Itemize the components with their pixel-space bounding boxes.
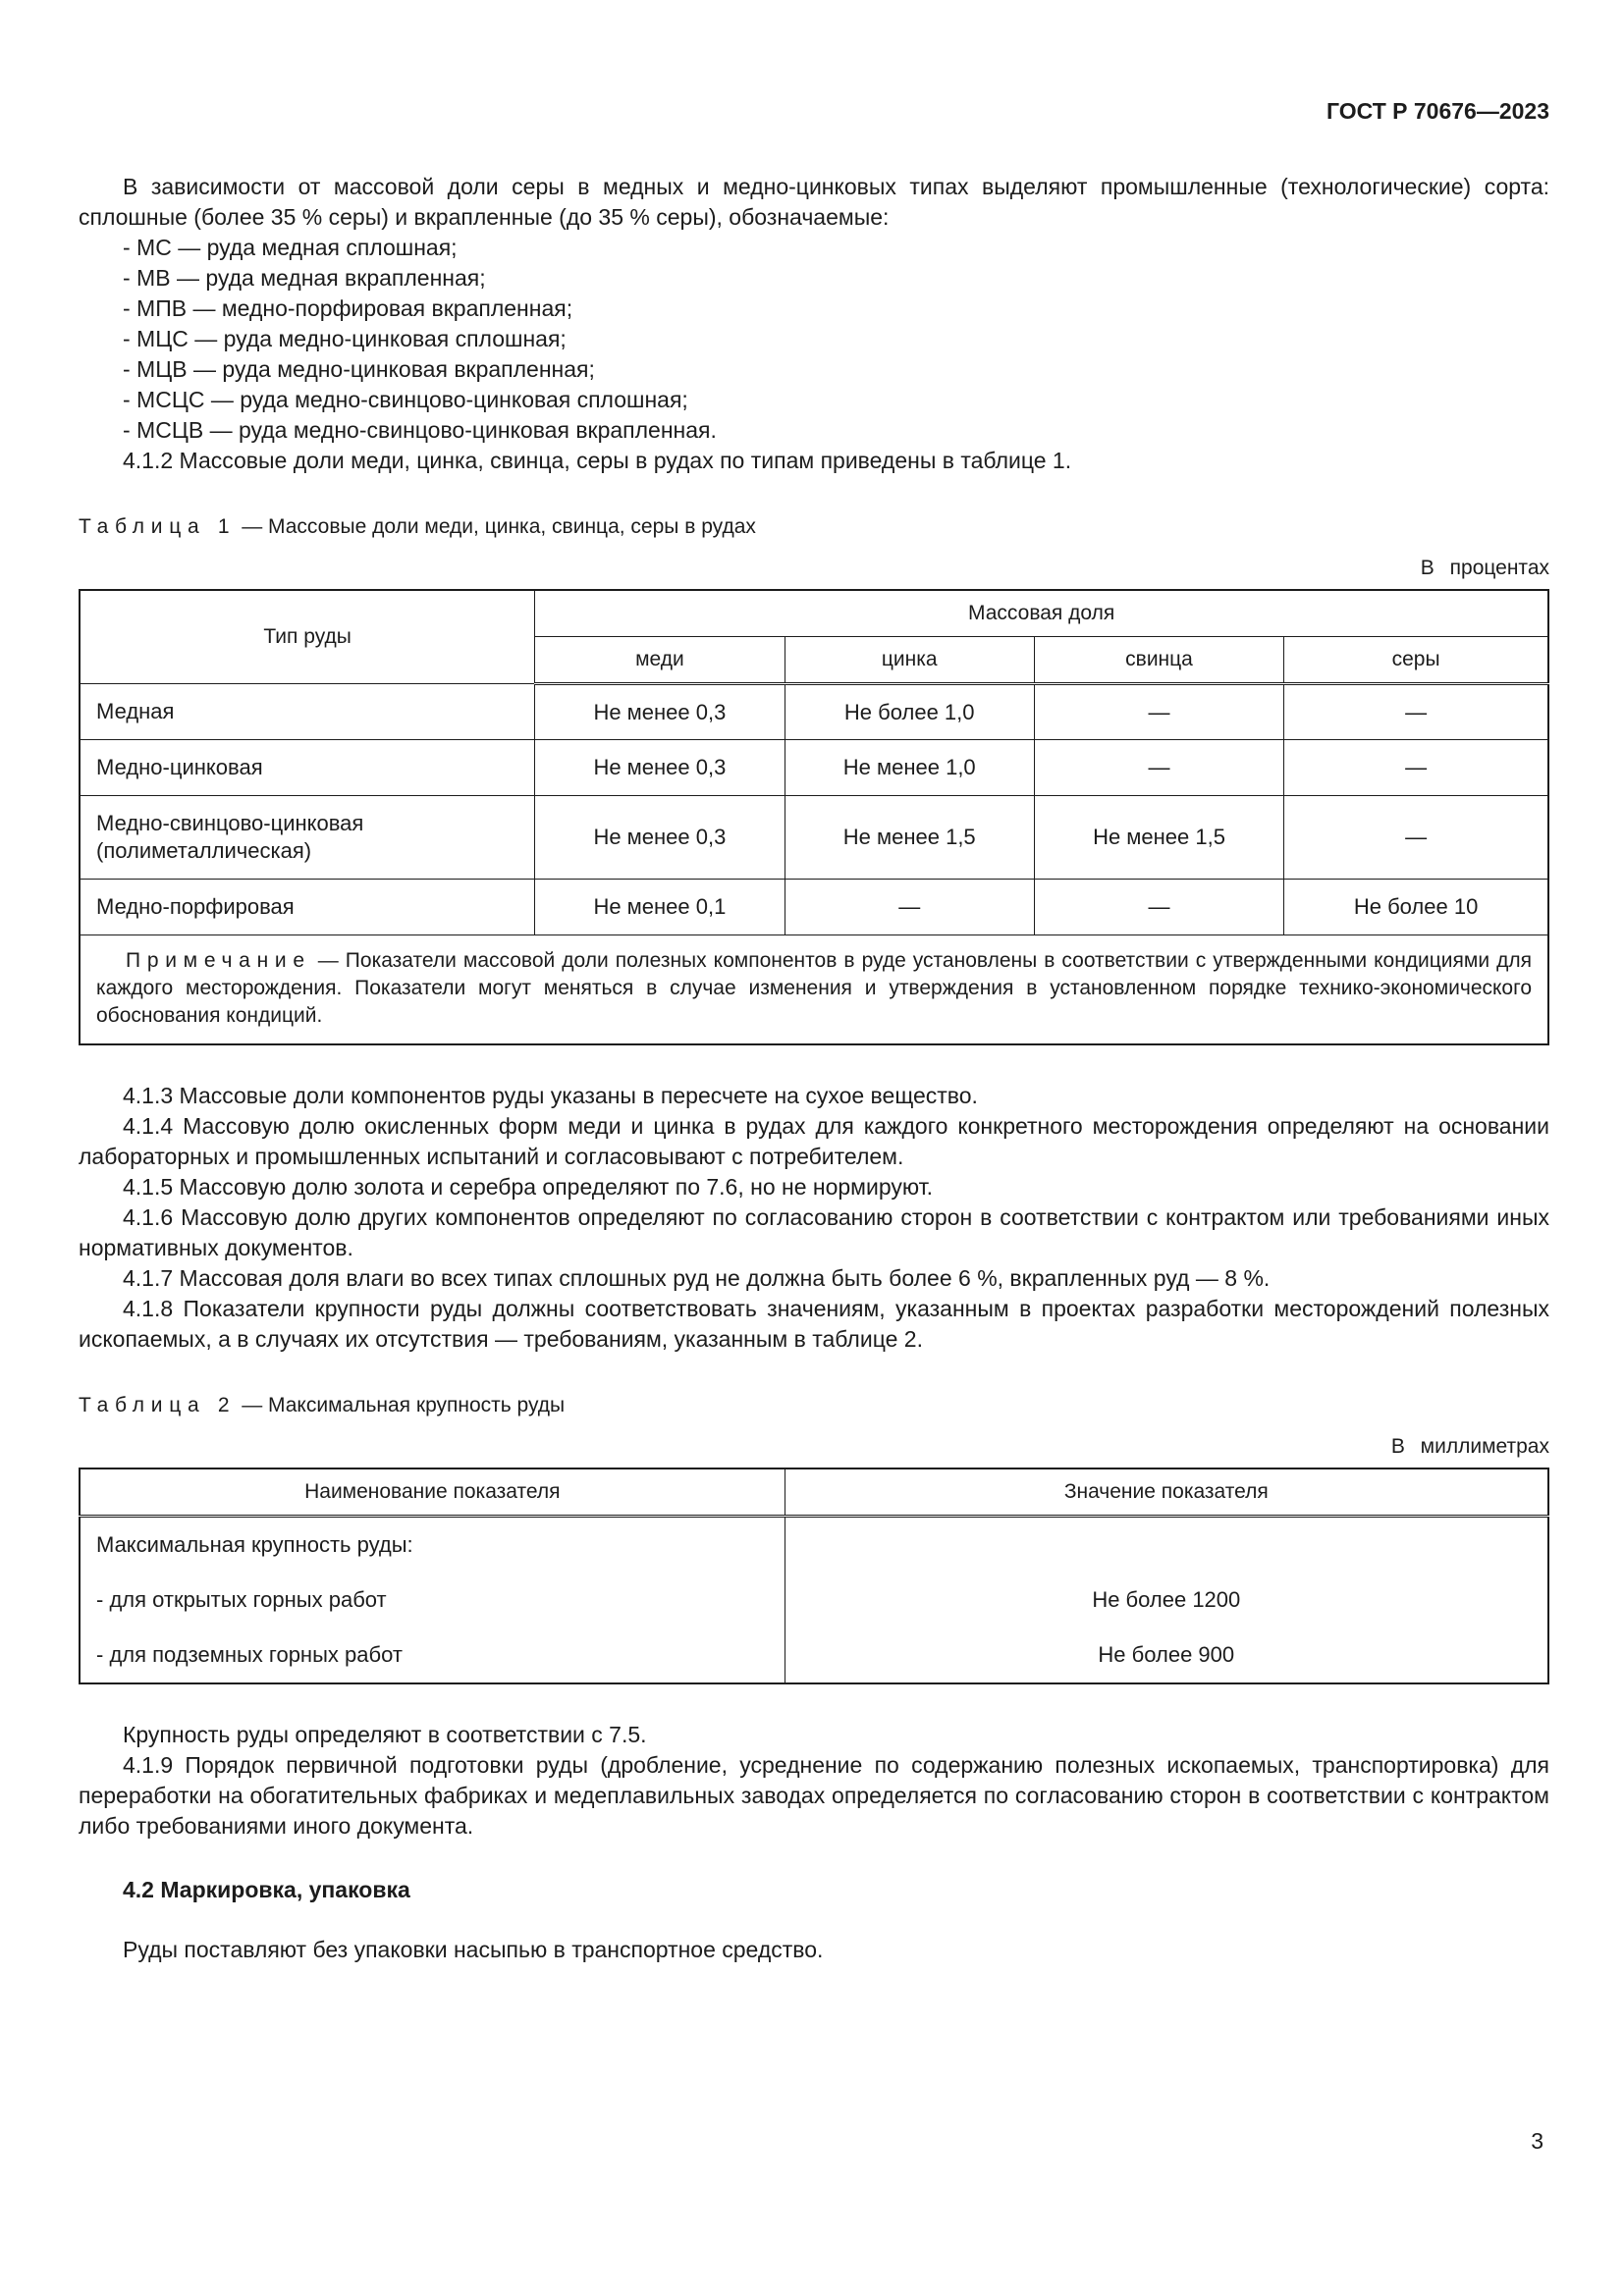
table1-cell-value: Не менее 1,0: [785, 740, 1034, 796]
paragraph-4-2: Руды поставляют без упаковки насыпью в транспортное средство.: [123, 1937, 824, 1962]
table1-caption: [79, 513, 1549, 540]
table-row: [80, 880, 1548, 935]
table1-cell-type: Медно-цинковая: [80, 740, 535, 796]
table1-cell-value: —: [1034, 684, 1283, 740]
table1-cell-value: —: [1284, 684, 1548, 740]
table1-header-type: Тип руды: [80, 590, 535, 684]
table2-cell-value: [785, 1517, 1548, 1574]
table1-note-text: — Показатели массовой доли полезных компонентов в руде установлены в соответствии с утвержденными кондициями для каждого месторождения. Показатели могут меняться в случае изменения и утверждения в установленном порядке технико-экономического обоснования кондиций.: [96, 949, 1532, 1027]
table2-header-name: Наименование показателя: [80, 1468, 785, 1517]
table1-cell-type: Медно-свинцово-цинковая (полиметаллическая): [80, 796, 535, 880]
table2-caption: [79, 1392, 1549, 1418]
list-item: - МЦС — руда медно-цинковая сплошная;: [123, 326, 567, 351]
table1-note-label: Примечание: [126, 949, 311, 972]
table1-cell-type: Медная: [80, 684, 535, 740]
paragraph-4-1-5: 4.1.5 Массовую долю золота и серебра определяют по 7.6, но не нормируют.: [123, 1174, 933, 1200]
table1-note-row: [80, 935, 1548, 1045]
table1-cell-value: Не более 10: [1284, 880, 1548, 935]
table-row: [80, 1517, 1548, 1574]
table2-cell-name: - для подземных горных работ: [80, 1628, 785, 1683]
paragraph-4-1-3: 4.1.3 Массовые доли компонентов руды указаны в пересчете на сухое вещество.: [123, 1083, 978, 1108]
table-row: [80, 684, 1548, 740]
paragraph-intro: В зависимости от массовой доли серы в медных и медно-цинковых типах выделяют промышленные (технологические) сорта: сплошные (более 35 % серы) и вкрапленные (до 35 % серы), обозначаемые:: [79, 174, 1549, 230]
table1: [79, 589, 1549, 1045]
table1-cell-value: —: [1284, 740, 1548, 796]
paragraph-4-1-6: 4.1.6 Массовую долю других компонентов определяют по согласованию сторон в соответствии с контрактом или требованиями иных нормативных документов.: [79, 1204, 1549, 1260]
table1-cell-value: Не менее 0,3: [535, 796, 785, 880]
table-row: [80, 740, 1548, 796]
paragraph-4-1-7: 4.1.7 Массовая доля влаги во всех типах сплошных руд не должна быть более 6 %, вкрапленных руд — 8 %.: [123, 1265, 1271, 1291]
table1-cell-value: Не менее 1,5: [1034, 796, 1283, 880]
grades-list: [79, 233, 1549, 446]
table1-subheader: серы: [1284, 637, 1548, 684]
table1-cell-value: Не менее 1,5: [785, 796, 1034, 880]
table1-cell-value: —: [1034, 740, 1283, 796]
table1-cell-value: —: [1284, 796, 1548, 880]
table-row: [80, 1573, 1548, 1628]
section-heading-4-2: 4.2 Маркировка, упаковка: [123, 1877, 410, 1902]
paragraph-4-1-9: 4.1.9 Порядок первичной подготовки руды (дробление, усреднение по содержанию полезных ископаемых, транспортировка) для переработки на обогатительных фабриках и медеплавильных заводах определяется по согласованию сторон в соответствии с контрактом либо требованиями иного документа.: [79, 1752, 1549, 1839]
doc-number: ГОСТ Р 70676—2023: [1326, 98, 1549, 124]
table1-note: [96, 947, 1532, 1030]
table1-cell-value: Не более 1,0: [785, 684, 1034, 740]
table1-cell-type: Медно-порфировая: [80, 880, 535, 935]
list-item: - МС — руда медная сплошная;: [123, 235, 458, 260]
list-item: - МПВ — медно-порфировая вкрапленная;: [123, 295, 573, 321]
list-item: - МВ — руда медная вкрапленная;: [123, 265, 486, 291]
table2-cell-name: - для открытых горных работ: [80, 1573, 785, 1628]
table-row: [80, 796, 1548, 880]
table2-header-value: Значение показателя: [785, 1468, 1548, 1517]
table2-cell-name: Максимальная крупность руды:: [80, 1517, 785, 1574]
table1-subheader: цинка: [785, 637, 1034, 684]
list-item: - МСЦС — руда медно-свинцово-цинковая сплошная;: [123, 387, 688, 412]
page-number: 3: [1531, 2128, 1543, 2154]
table2-cell-value: Не более 900: [785, 1628, 1548, 1683]
table1-cell-value: —: [1034, 880, 1283, 935]
table2-unit: В миллиметрах: [1390, 1435, 1549, 1458]
table1-cell-value: Не менее 0,3: [535, 740, 785, 796]
table2: [79, 1468, 1549, 1684]
list-item: - МСЦВ — руда медно-свинцово-цинковая вкрапленная.: [123, 417, 717, 443]
table1-caption-label: Таблица 1: [79, 515, 237, 538]
paragraph-after-table2: Крупность руды определяют в соответствии с 7.5.: [123, 1722, 647, 1747]
list-item: - МЦВ — руда медно-цинковая вкрапленная;: [123, 356, 595, 382]
table1-header-group: Массовая доля: [535, 590, 1548, 637]
table1-cell-value: Не менее 0,3: [535, 684, 785, 740]
table1-cell-value: —: [785, 880, 1034, 935]
table1-subheader: меди: [535, 637, 785, 684]
table1-caption-title: — Массовые доли меди, цинка, свинца, серы в рудах: [242, 515, 756, 538]
table2-caption-label: Таблица 2: [79, 1394, 237, 1416]
table-row: [80, 1628, 1548, 1683]
table1-note-cell: [80, 935, 1548, 1045]
table1-unit: В процентах: [1420, 557, 1549, 579]
table2-caption-title: — Максимальная крупность руды: [242, 1394, 566, 1416]
paragraph-4-1-4: 4.1.4 Массовую долю окисленных форм меди и цинка в рудах для каждого конкретного месторождения определяют на основании лабораторных и промышленных испытаний и согласовывают с потребителем.: [79, 1113, 1549, 1169]
table2-cell-value: Не более 1200: [785, 1573, 1548, 1628]
paragraph-4-1-8: 4.1.8 Показатели крупности руды должны соответствовать значениям, указанным в проектах разработки месторождений полезных ископаемых, а в случаях их отсутствия — требованиям, указанным в таблице 2.: [79, 1296, 1549, 1352]
table1-subheader: свинца: [1034, 637, 1283, 684]
table1-cell-value: Не менее 0,1: [535, 880, 785, 935]
paragraph-4-1-2: 4.1.2 Массовые доли меди, цинка, свинца, серы в рудах по типам приведены в таблице 1.: [123, 448, 1072, 473]
